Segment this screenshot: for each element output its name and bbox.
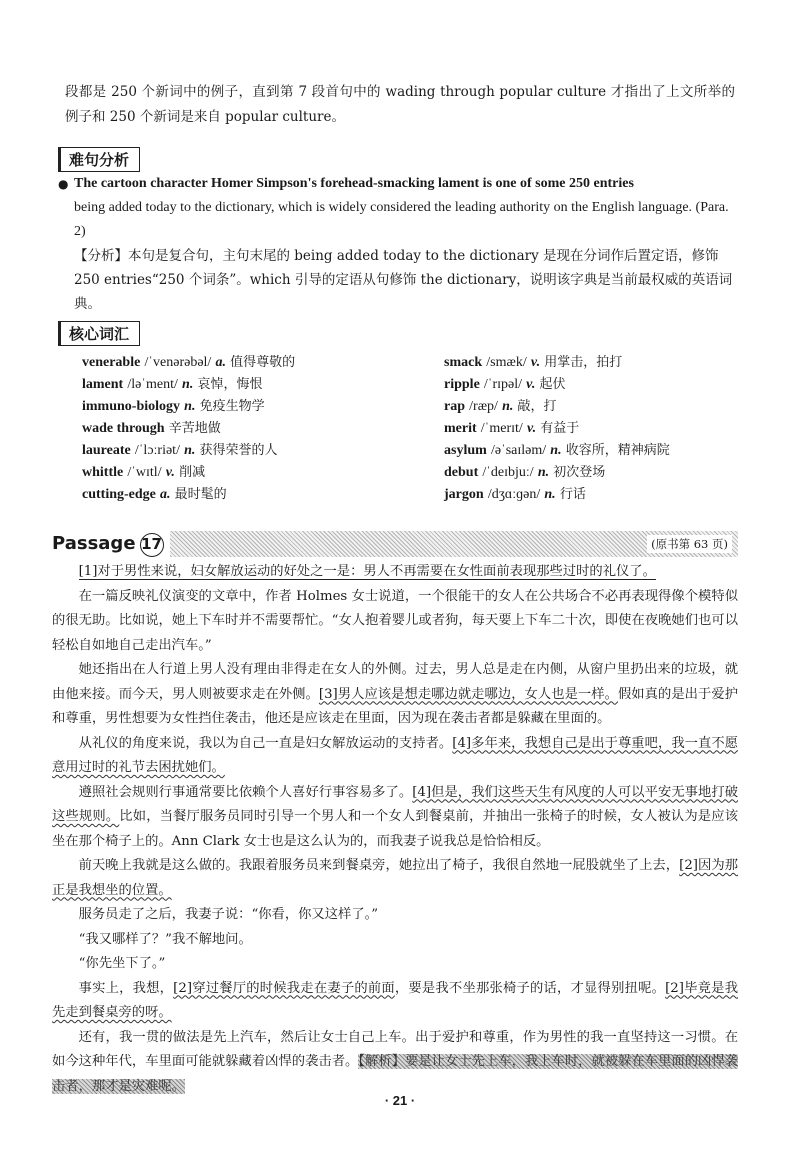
vocab-meaning: 削减: [179, 465, 206, 480]
passage-title: [52, 531, 170, 557]
vocab-phonetic: /ləˈment/: [127, 377, 178, 392]
passage-paragraph: 服务员走了之后，我妻子说：“你看，你又这样了。”: [78, 907, 379, 922]
vocab-entry: [82, 484, 295, 506]
passage-paragraph: [52, 560, 738, 585]
vocab-word: venerable: [82, 355, 141, 370]
vocab-pos: n.: [550, 443, 562, 458]
vocab-pos: n.: [182, 377, 194, 392]
vocab-meaning: 敲，打: [517, 399, 557, 414]
vocab-phonetic: /ræp/: [469, 399, 498, 414]
difficult-sentence-block: [58, 172, 734, 316]
vocab-phonetic: /əˈsaɪləm/: [490, 443, 547, 458]
vocab-meaning: 收容所，精神病院: [565, 443, 670, 458]
shaded-note: 【解析】要是让女士先上车，我上车时，就被躲在车里面的凶悍袭击者，那才是灾难呢。: [52, 1054, 738, 1094]
bullet-icon: ●: [58, 177, 69, 191]
vocab-phonetic: /ˈvenərəbəl/: [144, 355, 212, 370]
vocab-pos: a.: [160, 487, 171, 502]
vocab-heading: 核心词汇: [58, 321, 140, 346]
vocab-phonetic: /ˈdeɪbjuː/: [482, 465, 534, 480]
vocab-entry: [82, 374, 295, 396]
vocab-pos: v.: [530, 355, 541, 370]
page-number: · 21 ·: [384, 1093, 416, 1108]
passage-paragraph: 遵照社会规则行事通常要比依赖个人喜好行事容易多了。[4]但是，我们这些天生有风度的人可以平安无事地打破这些规则。比如，当餐厅服务员同时引导一个男人和一个女人到餐桌前，并抽出一张椅子的时候，女人被认为是应该坐在那个椅子上的。Ann Clark 女士也是这么认为的，而我妻子说我总是恰恰相反。: [52, 784, 739, 849]
vocab-pos: v.: [526, 377, 536, 392]
vocab-meaning: 初次登场: [553, 465, 606, 480]
underlined-sentence: [3]男人应该是想走哪边就走哪边，女人也是一样。: [318, 686, 618, 702]
difficult-sentence-heading-wrap: [58, 147, 140, 172]
vocab-entry: [82, 462, 295, 484]
vocab-column-left: [82, 352, 295, 506]
passage-paragraph: 她还指出在人行道上男人没有理由非得走在女人的外侧。过去，男人总是走在内侧，从窗户里扔出来的垃圾，就由他来接。而今天，男人则被要求走在外侧。[3]男人应该是想走哪边就走哪边，女人也是一样。假如真的是出于爱护和尊重，男性想要为女性挡住袭击，他还是应该走在里面，因为现在袭击者都是躲藏在里面的。: [52, 662, 739, 726]
vocab-phonetic: /dʒɑːɡən/: [487, 487, 541, 502]
vocab-pos: a.: [215, 355, 226, 370]
vocab-word: ripple: [444, 377, 480, 392]
vocab-entry: [444, 440, 670, 462]
vocab-entry: [82, 440, 295, 462]
vocab-pos: n.: [537, 465, 550, 480]
underlined-sentence: [2]穿过餐厅的时候我走在妻子的前面: [173, 980, 395, 996]
vocab-entry: [444, 352, 670, 374]
vocab-phonetic: /ˈrɪpəl/: [483, 377, 523, 392]
vocab-word: jargon: [444, 487, 484, 502]
vocab-pos: n.: [502, 399, 514, 414]
vocab-pos: n.: [184, 399, 196, 414]
underlined-sentence: [2]因为那正是我想坐的位置。: [52, 858, 738, 898]
vocab-word: laureate: [82, 443, 131, 458]
passage-paragraph: 从礼仪的角度来说，我以为自己一直是妇女解放运动的支持者。[4]多年来，我想自己是出于尊重吧，我一直不愿意用过时的礼节去困扰她们。: [52, 735, 739, 775]
vocab-heading-wrap: [58, 321, 140, 346]
passage-header: [52, 531, 738, 557]
vocab-word: merit: [444, 421, 477, 436]
vocab-phonetic: /smæk/: [486, 355, 527, 370]
vocab-entry: [444, 396, 670, 418]
vocab-entry: [444, 418, 670, 440]
vocab-meaning: 哀悼，悔恨: [197, 377, 263, 392]
sentence-line-1: The cartoon character Homer Simpson's forehead-smacking lament is one of some 250 entries: [74, 176, 634, 191]
vocab-word: lament: [82, 377, 124, 392]
vocab-meaning: 有益于: [540, 421, 580, 436]
vocab-meaning: 辛苦地做: [168, 421, 221, 436]
vocab-word: cutting-edge: [82, 487, 156, 502]
passage-label: Passage: [52, 533, 136, 554]
vocab-word: smack: [444, 355, 483, 370]
vocab-meaning: 值得尊敬的: [230, 355, 296, 370]
vocab-word: debut: [444, 465, 479, 480]
vocab-word: rap: [444, 399, 465, 414]
underlined-sentence: [4]多年来，我想自己是出于尊重吧，我一直不愿意用过时的礼节去困扰她们。: [52, 735, 739, 775]
passage-paragraph: “我又哪样了？”我不解地问。: [78, 931, 252, 947]
vocab-pos: n.: [544, 487, 556, 502]
vocab-word: whittle: [82, 465, 124, 480]
vocab-meaning: 用掌击，拍打: [544, 355, 623, 370]
vocab-word: asylum: [444, 443, 487, 458]
passage-paragraph: 在一篇反映礼仪演变的文章中，作者 Holmes 女士说道，一个很能干的女人在公共场合不必再表现得像个模特似的很无助。比如说，她上下车时并不需要帮忙。“女人抱着婴儿或者狗，每天要上下车二十次，即使在夜晚她们也可以轻松自如地自己走出汽车。”: [52, 588, 738, 653]
intro-paragraph: 段都是 250 个新词中的例子，直到第 7 段首句中的 wading through popular culture 才指出了上文所举的例子和 250 个新词是来自 popular culture。: [65, 84, 735, 125]
vocab-pos: v.: [165, 465, 175, 480]
difficult-sentence-heading: 难句分析: [58, 147, 140, 172]
vocab-meaning: 起伏: [539, 377, 566, 392]
underlined-sentence: [4]但是，我们这些天生有风度的人可以平安无事地打破这些规则。: [52, 784, 739, 824]
underlined-sentence: [1]对于男性来说，妇女解放运动的好处之一是：男人不再需要在女性面前表现那些过时的礼仪了。: [78, 564, 656, 579]
vocab-entry: [444, 484, 670, 506]
passage-number-circle: 17: [140, 533, 164, 557]
sentence-analysis: 【分析】本句是复合句，主句末尾的 being added today to the dictionary 是现在分词作后置定语，修饰 250 entries“250 个词条”。which 引导的定语从句修饰 the dictionary，说明该字典是当前最权威的英语词典。: [74, 248, 733, 312]
vocab-entry: [444, 462, 670, 484]
vocab-meaning: 免疫生物学: [199, 399, 265, 414]
vocab-meaning: 最时髦的: [174, 487, 227, 502]
vocab-phonetic: /ˈmerɪt/: [480, 421, 523, 436]
passage-body: [52, 560, 738, 1099]
vocab-pos: n.: [184, 443, 196, 458]
sentence-rest: being added today to the dictionary, which is widely considered the leading authority on the English language. (Para. 2): [74, 200, 729, 239]
vocab-meaning: 行话: [559, 487, 586, 502]
passage-paragraph: 还有，我一贯的做法是先上汽车，然后让女士自己上车。出于爱护和尊重，作为男性的我一直坚持这一习惯。在如今这种年代，车里面可能就躲藏着凶悍的袭击者。【解析】要是让女士先上车，我上车时，就被躲在车里面的凶悍袭击者，那才是灾难呢。: [52, 1029, 738, 1094]
vocab-word: immuno-biology: [82, 399, 181, 414]
passage-paragraph: “你先坐下了。”: [78, 956, 166, 971]
vocab-entry: [82, 352, 295, 374]
vocab-phonetic: /ˈlɔːriət/: [134, 443, 180, 458]
passage-paragraph: 前天晚上我就是这么做的。我跟着服务员来到餐桌旁，她拉出了椅子，我很自然地一屁股就坐了上去，[2]因为那正是我想坐的位置。: [52, 858, 738, 898]
vocab-entry: [82, 418, 295, 440]
vocab-entry: [444, 374, 670, 396]
vocab-column-right: [444, 352, 670, 506]
vocab-word: wade through: [82, 421, 165, 436]
vocab-phonetic: /ˈwɪtl/: [127, 465, 162, 480]
underlined-sentence: [2]毕竟是我先走到餐桌旁的呀。: [52, 980, 738, 1020]
passage-reference: (原书第 63 页): [647, 535, 732, 553]
vocab-pos: v.: [526, 421, 537, 436]
vocab-entry: [82, 396, 295, 418]
vocab-meaning: 获得荣誉的人: [199, 443, 278, 458]
passage-paragraph: 事实上，我想，[2]穿过餐厅的时候我走在妻子的前面，要是我不坐那张椅子的话，才显得别扭呢。[2]毕竟是我先走到餐桌旁的呀。: [52, 980, 738, 1020]
